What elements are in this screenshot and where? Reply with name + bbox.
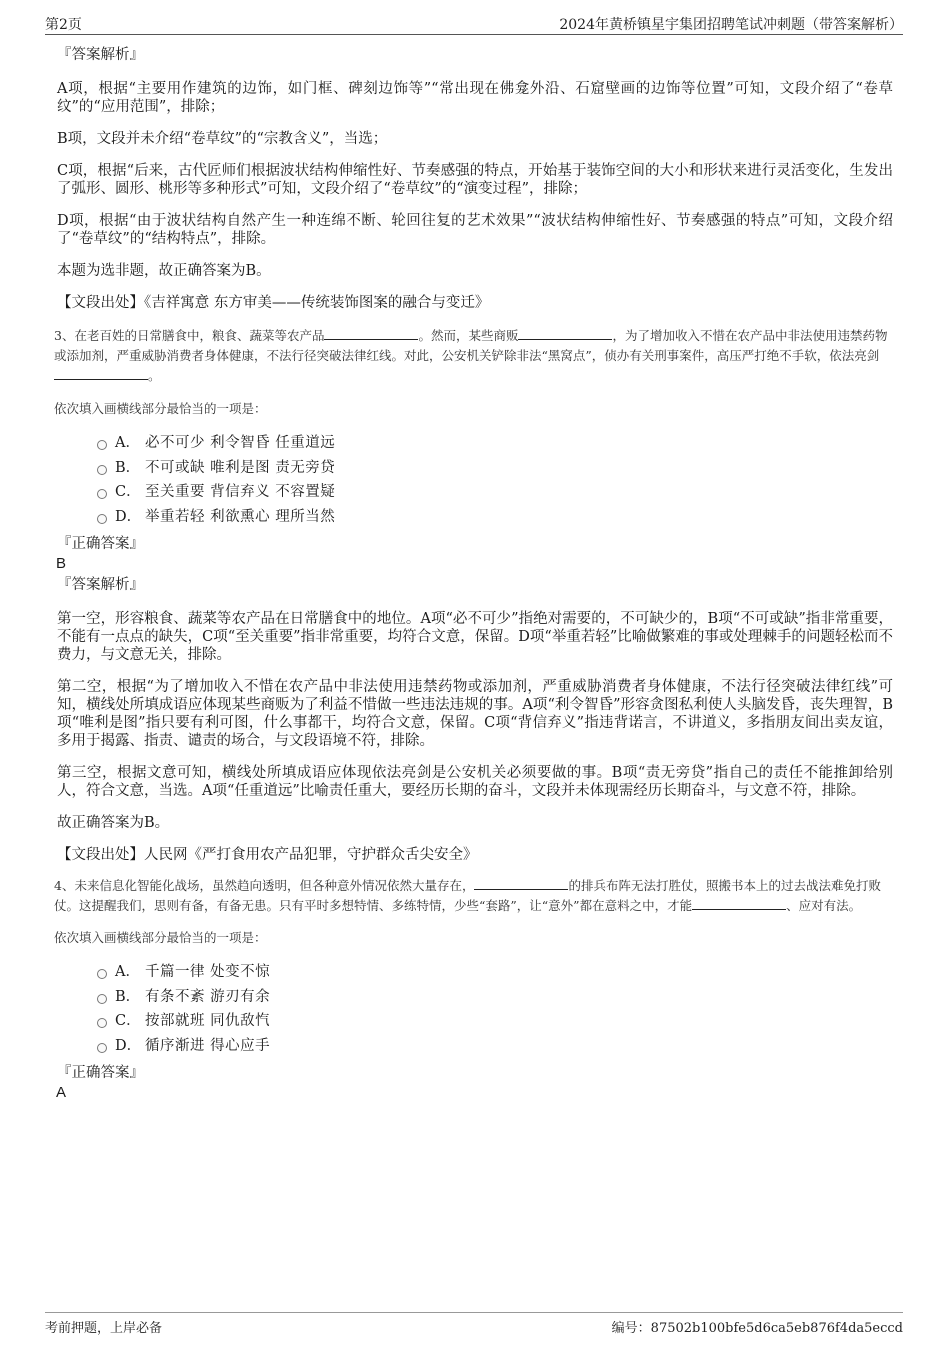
analysis-paragraph: B项，文段并未介绍“卷草纹”的“宗教含义”，当选； xyxy=(57,131,388,147)
option-a[interactable]: A． 千篇一律 处变不惊 xyxy=(57,960,893,985)
options-list xyxy=(57,960,893,1058)
option-c[interactable]: C． 至关重要 背信弃义 不容置疑 xyxy=(57,480,893,505)
radio-icon[interactable] xyxy=(97,489,107,499)
page-content xyxy=(54,46,893,1101)
answer-heading: 『正确答案』 xyxy=(57,536,144,552)
correct-answer: A xyxy=(56,1084,67,1101)
analysis-paragraph: A项，根据“主要用作建筑的边饰，如门框、碑刻边饰等”“常出现在佛龛外沿、石窟壁画的边饰等位置”可知，文段介绍了“卷草纹”的“应用范围”，排除； xyxy=(57,81,893,115)
question-prompt: 依次填入画横线部分最恰当的一项是： xyxy=(54,930,267,945)
fill-blank xyxy=(54,367,148,380)
fill-blank xyxy=(692,897,786,910)
answer-heading: 『正确答案』 xyxy=(57,1065,144,1081)
option-c[interactable]: C． 按部就班 同仇敌忾 xyxy=(57,1009,893,1034)
radio-icon[interactable] xyxy=(97,969,107,979)
footer-slogan: 考前押题，上岸必备 xyxy=(45,1321,163,1336)
fill-blank xyxy=(474,877,568,890)
page-footer xyxy=(45,1312,903,1337)
radio-icon[interactable] xyxy=(97,1018,107,1028)
page-number: 第2页 xyxy=(45,17,82,33)
option-b[interactable]: B． 有条不紊 游刃有余 xyxy=(57,985,893,1010)
source-citation: 【文段出处】《吉祥寓意 东方审美——传统装饰图案的融合与变迁》 xyxy=(57,295,490,311)
analysis-heading: 『答案解析』 xyxy=(57,47,144,63)
option-b[interactable]: B． 不可或缺 唯利是图 责无旁贷 xyxy=(57,456,893,481)
document-title: 2024年黄桥镇星宇集团招聘笔试冲刺题（带答案解析） xyxy=(559,17,903,33)
radio-icon[interactable] xyxy=(97,465,107,475)
question-prompt: 依次填入画横线部分最恰当的一项是： xyxy=(54,401,267,416)
option-d[interactable]: D． 循序渐进 得心应手 xyxy=(57,1034,893,1059)
source-citation: 【文段出处】人民网《严打食用农产品犯罪，守护群众舌尖安全》 xyxy=(57,847,478,863)
analysis-paragraph: 第一空，形容粮食、蔬菜等农产品在日常膳食中的地位。A项“必不可少”指绝对需要的，不可缺少的，B项“不可或缺”指非常重要，不能有一点点的缺失，C项“至关重要”指非常重要，均符合文意，保留。D项“举重若轻”比喻做繁难的事或处理棘手的问题轻松而不费力，与文意无关，排除。 xyxy=(57,611,893,663)
conclusion: 本题为选非题，故正确答案为B。 xyxy=(57,263,271,279)
option-a[interactable]: A． 必不可少 利令智昏 任重道远 xyxy=(57,431,893,456)
question-stem-4: 4、未来信息化智能化战场，虽然趋向透明，但各种意外情况依然大量存在， 的排兵布阵无法打胜仗，照搬书本上的过去战法难免打败仗。这提醒我们，思则有备，有备无患。只有平时多想特情、多练特情，少些“套路”，让“意外”都在意料之中，才能 、应对有法。 xyxy=(54,878,881,913)
analysis-paragraph: 第二空，根据“为了增加收入不惜在农产品中非法使用违禁药物或添加剂，严重威胁消费者身体健康，不法行径突破法律红线”可知，横线处所填成语应体现某些商贩为了利益不惜做一些违法违规的事。A项“利令智昏”形容贪图私利使人头脑发昏，丧失理智，B项“唯利是图”指只要有利可图，什么事都干，均符合文意，保留。C项“背信弃义”指违背诺言，不讲道义，多指朋友间出卖友谊，多用于揭露、指责、谴责的场合，与文段语境不符，排除。 xyxy=(57,679,893,749)
option-d[interactable]: D． 举重若轻 利欲熏心 理所当然 xyxy=(57,505,893,530)
fill-blank xyxy=(518,327,612,340)
conclusion: 故正确答案为B。 xyxy=(57,815,170,831)
document-id: 编号：87502b100bfe5d6ca5eb876f4da5eccd xyxy=(611,1321,903,1336)
page-header xyxy=(45,12,903,35)
question-stem-3: 3、在老百姓的日常膳食中，粮食、蔬菜等农产品 。然而，某些商贩 ，为了增加收入不惜在农产品中非法使用违禁药物或添加剂，严重威胁消费者身体健康，不法行径突破法律红线。对此，公安机关铲除非法“黑窝点”，侦办有关刑事案件，高压严打绝不手软，依法亮剑。 xyxy=(54,328,888,383)
radio-icon[interactable] xyxy=(97,514,107,524)
options-list xyxy=(57,431,893,529)
radio-icon[interactable] xyxy=(97,994,107,1004)
analysis-paragraph: 第三空，根据文意可知，横线处所填成语应体现依法亮剑是公安机关必须要做的事。B项“责无旁贷”指自己的责任不能推卸给别人，符合文意，当选。A项“任重道远”比喻责任重大，要经历长期的奋斗，文段并未体现需经历长期奋斗，与文意不符，排除。 xyxy=(57,765,893,799)
analysis-heading: 『答案解析』 xyxy=(57,577,144,593)
analysis-paragraph: D项，根据“由于波状结构自然产生一种连绵不断、轮回往复的艺术效果”“波状结构伸缩性好、节奏感强的特点”可知，文段介绍了“卷草纹”的“结构特点”，排除。 xyxy=(57,213,893,247)
correct-answer: B xyxy=(56,555,67,572)
radio-icon[interactable] xyxy=(97,1043,107,1053)
fill-blank xyxy=(324,327,418,340)
radio-icon[interactable] xyxy=(97,440,107,450)
analysis-paragraph: C项，根据“后来，古代匠师们根据波状结构伸缩性好、节奏感强的特点，开始基于装饰空间的大小和形状来进行灵活变化，生发出了弧形、圆形、桃形等多种形式”可知，文段介绍了“卷草纹”的“演变过程”，排除； xyxy=(57,163,893,197)
